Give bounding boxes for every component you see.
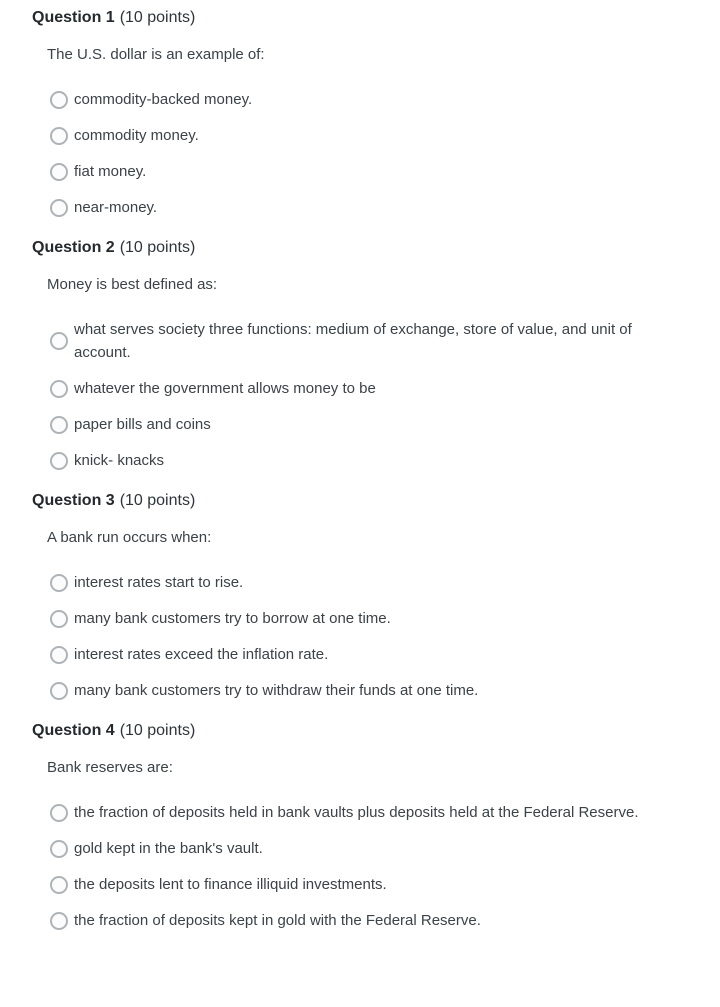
answer-option[interactable] bbox=[50, 909, 720, 932]
answer-option-label[interactable]: interest rates start to rise. bbox=[74, 574, 244, 591]
question-prompt: Bank reserves are: bbox=[47, 759, 173, 776]
question-block bbox=[0, 721, 720, 932]
answer-option-label[interactable]: the fraction of deposits kept in gold with the Federal Reserve. bbox=[74, 912, 481, 929]
answer-option-label[interactable]: commodity-backed money. bbox=[74, 91, 253, 108]
answer-options-group bbox=[50, 318, 720, 472]
radio-button-icon[interactable] bbox=[50, 682, 68, 700]
question-header bbox=[32, 721, 720, 740]
question-points-label: (10 points) bbox=[119, 492, 196, 509]
question-prompt: A bank run occurs when: bbox=[47, 529, 212, 546]
radio-button-icon[interactable] bbox=[50, 452, 68, 470]
answer-option[interactable] bbox=[50, 679, 720, 702]
question-header bbox=[32, 8, 720, 27]
answer-option[interactable] bbox=[50, 160, 720, 183]
answer-options-group bbox=[50, 801, 720, 932]
answer-option-label[interactable]: paper bills and coins bbox=[74, 416, 211, 433]
answer-option[interactable] bbox=[50, 88, 720, 111]
radio-button-icon[interactable] bbox=[50, 610, 68, 628]
question-title: Question 2 bbox=[32, 239, 115, 256]
question-title: Question 1 bbox=[32, 9, 115, 26]
radio-button-icon[interactable] bbox=[50, 332, 68, 350]
radio-button-icon[interactable] bbox=[50, 840, 68, 858]
answer-option-label[interactable]: near-money. bbox=[74, 199, 158, 216]
answer-option-label[interactable]: the fraction of deposits held in bank vaults plus deposits held at the Federal Reserve. bbox=[74, 804, 639, 821]
answer-option[interactable] bbox=[50, 837, 720, 860]
radio-button-icon[interactable] bbox=[50, 127, 68, 145]
quiz-question-list bbox=[0, 8, 720, 932]
question-points-label: (10 points) bbox=[119, 239, 196, 256]
question-block bbox=[0, 238, 720, 472]
answer-option-label[interactable]: commodity money. bbox=[74, 127, 199, 144]
radio-button-icon[interactable] bbox=[50, 574, 68, 592]
radio-button-icon[interactable] bbox=[50, 876, 68, 894]
question-title: Question 3 bbox=[32, 492, 115, 509]
question-block bbox=[0, 8, 720, 219]
answer-option-label[interactable]: what serves society three functions: medium of exchange, store of value, and unit of account. bbox=[74, 321, 632, 361]
radio-button-icon[interactable] bbox=[50, 912, 68, 930]
radio-button-icon[interactable] bbox=[50, 199, 68, 217]
answer-option[interactable] bbox=[50, 124, 720, 147]
answer-options-group bbox=[50, 88, 720, 219]
answer-options-group bbox=[50, 571, 720, 702]
question-header bbox=[32, 238, 720, 257]
answer-option-label[interactable]: the deposits lent to finance illiquid investments. bbox=[74, 876, 387, 893]
answer-option[interactable] bbox=[50, 318, 720, 364]
question-title: Question 4 bbox=[32, 722, 115, 739]
answer-option[interactable] bbox=[50, 571, 720, 594]
radio-button-icon[interactable] bbox=[50, 804, 68, 822]
answer-option[interactable] bbox=[50, 413, 720, 436]
answer-option-label[interactable]: interest rates exceed the inflation rate. bbox=[74, 646, 329, 663]
answer-option[interactable] bbox=[50, 607, 720, 630]
answer-option-label[interactable]: gold kept in the bank's vault. bbox=[74, 840, 263, 857]
answer-option-label[interactable]: many bank customers try to withdraw their funds at one time. bbox=[74, 682, 479, 699]
answer-option[interactable] bbox=[50, 377, 720, 400]
radio-button-icon[interactable] bbox=[50, 91, 68, 109]
answer-option[interactable] bbox=[50, 449, 720, 472]
answer-option[interactable] bbox=[50, 873, 720, 896]
answer-option-label[interactable]: many bank customers try to borrow at one time. bbox=[74, 610, 391, 627]
radio-button-icon[interactable] bbox=[50, 646, 68, 664]
question-points-label: (10 points) bbox=[119, 9, 196, 26]
question-header bbox=[32, 491, 720, 510]
radio-button-icon[interactable] bbox=[50, 416, 68, 434]
question-points-label: (10 points) bbox=[119, 722, 196, 739]
radio-button-icon[interactable] bbox=[50, 380, 68, 398]
answer-option[interactable] bbox=[50, 196, 720, 219]
radio-button-icon[interactable] bbox=[50, 163, 68, 181]
answer-option-label[interactable]: whatever the government allows money to be bbox=[74, 380, 376, 397]
answer-option-label[interactable]: knick- knacks bbox=[74, 452, 165, 469]
question-prompt: The U.S. dollar is an example of: bbox=[47, 46, 265, 63]
answer-option[interactable] bbox=[50, 643, 720, 666]
question-block bbox=[0, 491, 720, 702]
answer-option-label[interactable]: fiat money. bbox=[74, 163, 147, 180]
answer-option[interactable] bbox=[50, 801, 720, 824]
question-prompt: Money is best defined as: bbox=[47, 276, 218, 293]
